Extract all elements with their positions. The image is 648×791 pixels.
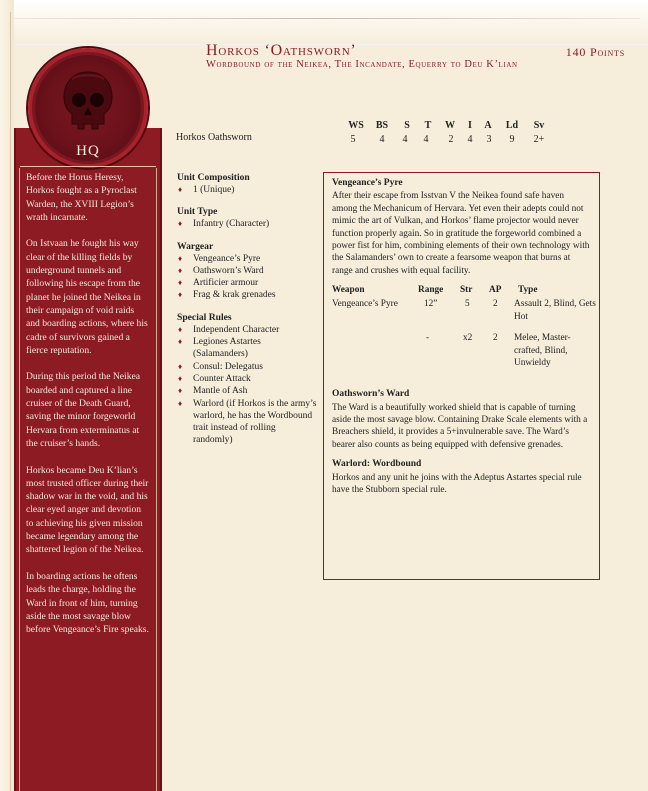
- page-left-border: [0, 0, 14, 791]
- stat-value: 3: [486, 133, 492, 145]
- stat-value: 9: [509, 133, 515, 145]
- weapon-type: Assault 2, Blind, Gets Hot: [514, 299, 596, 322]
- warlord-text: Horkos and any unit he joins with the Adeptus Astartes special rule have the Stubborn special rule.: [332, 472, 582, 496]
- stat-header: BS: [375, 119, 389, 131]
- ward-heading: Oathsworn’s Ward: [332, 389, 410, 400]
- composition-heading: Unit Composition: [177, 172, 250, 183]
- stat-header: I: [468, 119, 472, 131]
- lore-paragraph: During this period the Neikea boarded and captured a line cruiser of the Death Guard, saving the minor forgeworld Hervara from exterminatus at the cruiser’s hands.: [26, 371, 141, 449]
- list-item: ♦ Artificier armour: [177, 277, 317, 289]
- unit-specs: [177, 172, 317, 457]
- list-item: ♦ 1 (Unique): [177, 184, 317, 196]
- wargear-list: [177, 253, 317, 302]
- section-title: HQ: [76, 143, 100, 159]
- weapon-header: Str: [460, 285, 473, 296]
- warlord-heading: Warlord: Wordbound: [332, 459, 422, 470]
- stat-header: S: [404, 119, 410, 131]
- stat-header: T: [424, 119, 432, 131]
- stat-value: 4: [423, 133, 429, 145]
- weapon-str: x2: [463, 333, 473, 344]
- stat-value: 2+: [533, 133, 545, 145]
- points-cost: 140 Points: [565, 45, 625, 59]
- unit-type-heading: Unit Type: [177, 206, 218, 218]
- lore-text: [26, 171, 150, 650]
- stat-value: 4: [402, 133, 408, 145]
- unit-title: Horkos ‘Oathsworn’: [206, 42, 357, 59]
- rules-box: [323, 172, 600, 580]
- stat-value: 4: [379, 133, 385, 145]
- weapon-name: Vengeance’s Pyre: [332, 299, 398, 310]
- special-rules-list: [177, 324, 317, 447]
- weapon-header: Range: [418, 285, 444, 296]
- list-item: ♦ Counter Attack: [177, 373, 317, 385]
- list-item: ♦ Vengeance’s Pyre: [177, 253, 317, 265]
- stat-value: 5: [350, 133, 356, 145]
- stat-header: Ld: [505, 119, 519, 131]
- unit-subtitle: Wordbound of the Neikea, The Incandate, Equerry to Deu K’lian: [206, 59, 518, 70]
- weapon-type: Melee, Master-crafted, Blind, Unwieldy: [514, 333, 571, 369]
- unit-name: Horkos Oathsworn: [176, 132, 252, 143]
- pyre-heading: Vengeance’s Pyre: [332, 178, 403, 188]
- wargear-heading: Wargear: [177, 240, 214, 252]
- weapon-str: 5: [465, 299, 470, 310]
- lore-paragraph: Horkos became Deu K’lian’s most trusted officer during their shadow war in the void, and his clear eyed anger and devotion to achieving his given mission became legendary among the shattered legion of the Neikea.: [26, 464, 149, 556]
- unit-type-list: [177, 218, 317, 230]
- weapons-table: [332, 284, 596, 382]
- stat-value: 4: [467, 133, 473, 145]
- stat-header: Sv: [533, 119, 545, 131]
- special-rules-heading: Special Rules: [177, 311, 232, 323]
- weapon-header: Weapon: [332, 285, 365, 296]
- lore-paragraph: On Istvaan he fought his way clear of the killing fields by underground tunnels and following his escape from the planet he joined the Neikea in their campaign of void raids and boarding actions, where his cadre of survivors gained a fierce reputation.: [26, 238, 148, 356]
- list-item: ♦ Oathsworn’s Ward: [177, 265, 317, 277]
- list-item: ♦ Consul: Delegatus: [177, 361, 317, 373]
- divider: [20, 166, 156, 167]
- stat-header: A: [484, 119, 492, 131]
- lore-paragraph: Before the Horus Heresy, Horkos fought as a Pyroclast Warden, the XVIII Legion’s wrath incarnate.: [26, 172, 137, 223]
- weapon-ap: 2: [493, 299, 498, 310]
- page-top-border: [0, 0, 648, 45]
- list-item: ♦ Warlord (if Horkos is the army’s warlord, he has the Wordbound trait instead of rolling randomly): [177, 398, 317, 447]
- list-item: ♦ Frag & krak grenades: [177, 289, 317, 301]
- lore-paragraph: In boarding actions he oftens leads the charge, holding the Ward in front of him, turning aside the most savage blow before Vengeance’s Fire speaks.: [26, 570, 149, 636]
- weapon-header: AP: [489, 285, 502, 296]
- composition-list: [177, 184, 317, 196]
- list-item: ♦ Independent Character: [177, 324, 317, 336]
- list-item: ♦ Infantry (Character): [177, 218, 317, 230]
- pyre-text: After their escape from Isstvan V the Neikea found safe haven among the Mechanicum of Hervara. Yet even their adepts could not mimic the art of Vulkan, and Horkos’ flame projector would never function properly again. So in gratitude the forgeworld combined a power fist for him, combining elements of their own technology with the Salamanders’ own to create a fearsome weapon that burns at range and crushes with equal facility.: [332, 191, 590, 276]
- skull-icon: [58, 70, 118, 136]
- list-item: ♦ Mantle of Ash: [177, 385, 317, 397]
- stat-value: 2: [448, 133, 454, 145]
- weapon-header: Type: [518, 285, 538, 296]
- weapon-range: -: [426, 333, 430, 344]
- weapon-ap: 2: [493, 333, 498, 344]
- ward-text: The Ward is a beautifully worked shield that is capable of turning aside the most savage blow. Containing Drake Scale elements with a Breachers shield, it provides a 5+invulnerable save. The Ward’s bearer also counts as being equipped with defensive grenades.: [332, 402, 588, 450]
- stat-header: WS: [348, 119, 364, 131]
- list-item: ♦ Legiones Astartes (Salamanders): [177, 336, 317, 361]
- weapon-range: 12”: [424, 299, 438, 310]
- stat-header: W: [445, 119, 455, 131]
